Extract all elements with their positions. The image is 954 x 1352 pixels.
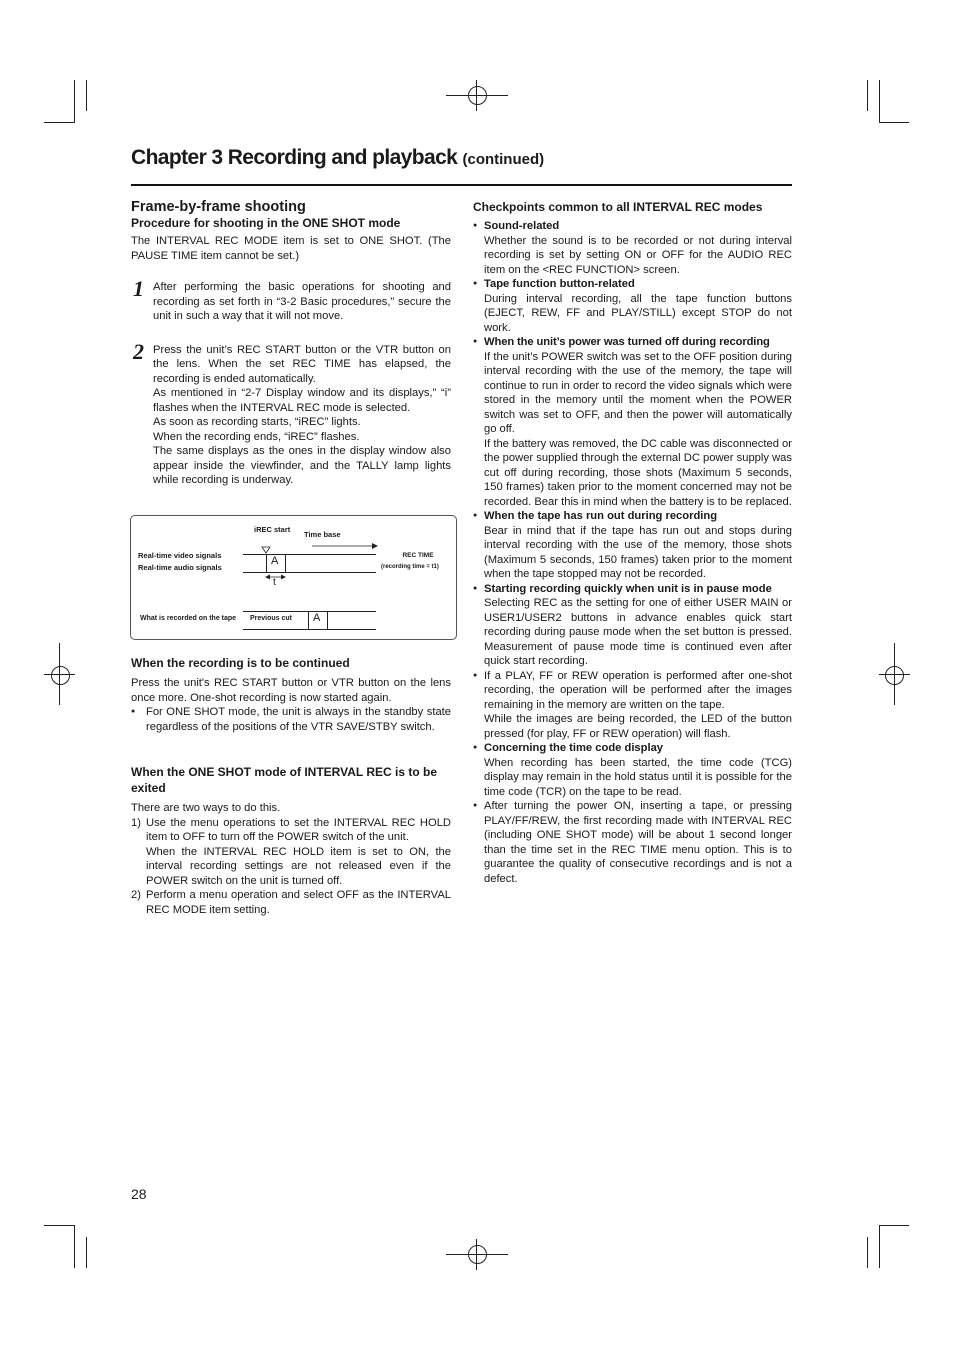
- point-text: ● After turning the power ON, inserting a tape, or pressing PLAY/FF/REW, the first recording made with INTERVAL REC (including ONE SHOT mode) will be about 1 second longer than the time set in the REC TIME menu option. This is to guarantee the quality of consecutive recordings and is not a defect.: [484, 800, 792, 885]
- item-text: Perform a menu operation and select OFF as the INTERVAL REC MODE item setting.: [146, 889, 451, 916]
- continued-heading: When the recording is to be continued: [131, 656, 350, 670]
- marker-a: A: [271, 555, 279, 567]
- time-base-label: Time base: [304, 530, 341, 539]
- item-extra: When the INTERVAL REC HOLD item is set to ON, the interval recording settings are not released even if the POWER switch on the unit is turned off.: [146, 845, 451, 887]
- point-heading: ● Sound-related: [484, 220, 560, 232]
- point-text: Whether the sound is to be recorded or not during interval recording is set by setting ON or OFF for the AUDIO REC item on the <REC FUNCTION> screen.: [484, 234, 792, 276]
- step-1: [131, 276, 451, 324]
- rec-time-note: (recording time = t1): [381, 564, 439, 570]
- marker-t: t: [273, 577, 276, 588]
- point-text: If the unit’s POWER switch was set to the OFF position during interval recording with the use of the memory, the tape will continue to run in order to record the video signals which were stored in the memory until the moment when the POWER switch was set to OFF, and then the power will automatically go off.: [484, 350, 792, 435]
- point-time-code: [473, 741, 792, 799]
- audio-signals-label: Real-time audio signals: [138, 563, 222, 572]
- video-signals-label: Real-time video signals: [138, 551, 222, 560]
- exit-intro: There are two ways to do this.: [131, 802, 281, 814]
- item-number: 2): [131, 889, 141, 901]
- procedure-title: Procedure for shooting in the ONE SHOT mode: [131, 216, 401, 230]
- left-column-lower: [131, 655, 451, 917]
- section-title: Frame-by-frame shooting: [131, 199, 306, 215]
- checkpoints-title: Checkpoints common to all INTERVAL REC modes: [473, 200, 763, 214]
- point-heading: ● Tape function button-related: [484, 278, 635, 290]
- step-text: As mentioned in “2-7 Display window and its displays,” “i” flashes when the INTERVAL REC mode is selected.: [153, 387, 451, 414]
- tape-line-bottom: [243, 629, 376, 630]
- page-title: [131, 146, 791, 170]
- tape-marker-a: A: [313, 612, 321, 624]
- rec-time-label: REC TIME: [402, 552, 434, 559]
- continued-bullet: [131, 705, 451, 734]
- point-tape-run-out: [473, 509, 792, 582]
- point-text: Bear in mind that if the tape has run out and stops during interval recording with the use of the memory, those shots (Maximum 5 seconds, 150 frames) taken prior to the moment when the tape stopped may not be recorded.: [484, 524, 792, 580]
- irec-start-label: iREC start: [254, 525, 291, 534]
- title-rule: [131, 184, 792, 186]
- point-text: Selecting REC as the setting for one of either USER MAIN or USER1/USER2 buttons in advance enables quick start recording during pause mode when the set button is pressed. Measurement of pause mode time is continued even after quick start recording.: [484, 597, 792, 667]
- point-tape-function: [473, 277, 792, 335]
- page-number: 28: [131, 1186, 147, 1202]
- step-text: When the recording ends, “iREC” flashes.: [153, 430, 360, 443]
- procedure-intro: The INTERVAL REC MODE item is set to ONE SHOT. (The PAUSE TIME item cannot be set.): [131, 235, 451, 262]
- point-text: If the battery was removed, the DC cable was disconnected or the power supplied through the external DC power supply was cut off during recording, those shots (Maximum 5 seconds, 150 frames) taken prior to the moment concerned may not be recorded. Bear this in mind when the battery is to be replaced.: [484, 437, 792, 508]
- signal-line-top: [243, 554, 376, 555]
- tape-label: What is recorded on the tape: [140, 615, 237, 622]
- step-text: The same displays as the ones in the display window also appear inside the viewfinder, and the TALLY lamp lights while recording is underway.: [153, 445, 451, 486]
- time-base-arrow-icon: [312, 542, 378, 553]
- step-2: [131, 338, 451, 488]
- item-number: 1): [131, 816, 141, 829]
- point-text: During interval recording, all the tape function buttons (EJECT, REW, FF and PLAY/STILL) except STOP do not work.: [484, 292, 792, 334]
- step-number: 2: [133, 338, 144, 364]
- signal-line-bottom: [243, 572, 376, 573]
- point-quick-start: [473, 582, 792, 669]
- point-playback-after-shot: [473, 669, 792, 742]
- point-text: When recording has been started, the time code (TCG) display may remain in the hold status until it is possible for the time code (TCR) on the tape to be read.: [484, 756, 792, 798]
- step-text: As soon as recording starts, “iREC” lights.: [153, 416, 361, 428]
- point-text: ● If a PLAY, FF or REW operation is performed after one-shot recording, the operation will be performed after the images remaining in the memory are written on the tape.: [484, 669, 792, 711]
- exit-heading: When the ONE SHOT mode of INTERVAL REC is to be exited: [131, 765, 438, 795]
- point-first-recording: [473, 799, 792, 886]
- point-sound: [473, 219, 792, 277]
- bullet-text: For ONE SHOT mode, the unit is always in the standby state regardless of the positions of the VTR SAVE/STBY switch.: [146, 706, 451, 733]
- left-column: [131, 198, 451, 488]
- timing-diagram: [130, 515, 457, 640]
- step-text: After performing the basic operations for shooting and recording as set forth in “3-2 Basic procedures,” secure the unit in such a way that it will not move.: [153, 281, 451, 322]
- exit-item-2: [131, 888, 451, 917]
- chapter-title-text: Chapter 3 Recording and playback: [131, 146, 458, 169]
- point-heading: ● When the unit’s power was turned off during recording: [484, 336, 770, 348]
- point-text: While the images are being recorded, the LED of the button pressed (for play, FF or REW operation) will flash.: [484, 713, 792, 740]
- point-heading: ● When the tape has run out during recording: [484, 510, 718, 522]
- right-column: [473, 199, 792, 886]
- step-text: Press the unit’s REC START button or the VTR button on the lens. When the set REC TIME has elapsed, the recording is ended automatically.: [153, 343, 451, 385]
- item-text: Use the menu operations to set the INTERVAL REC HOLD item to OFF to turn off the POWER switch of the unit.: [146, 816, 451, 843]
- continued-label: (continued): [462, 151, 545, 168]
- exit-item-1: [131, 816, 451, 889]
- continued-text: Press the unit's REC START button or VTR button on the lens once more. One-shot recording is now started again.: [131, 677, 451, 704]
- previous-cut-label: Previous cut: [250, 615, 293, 622]
- point-heading: ● Starting recording quickly when unit is in pause mode: [484, 582, 772, 595]
- point-power-off: [473, 335, 792, 509]
- point-heading: ● Concerning the time code display: [484, 742, 664, 754]
- step-number: 1: [133, 276, 144, 301]
